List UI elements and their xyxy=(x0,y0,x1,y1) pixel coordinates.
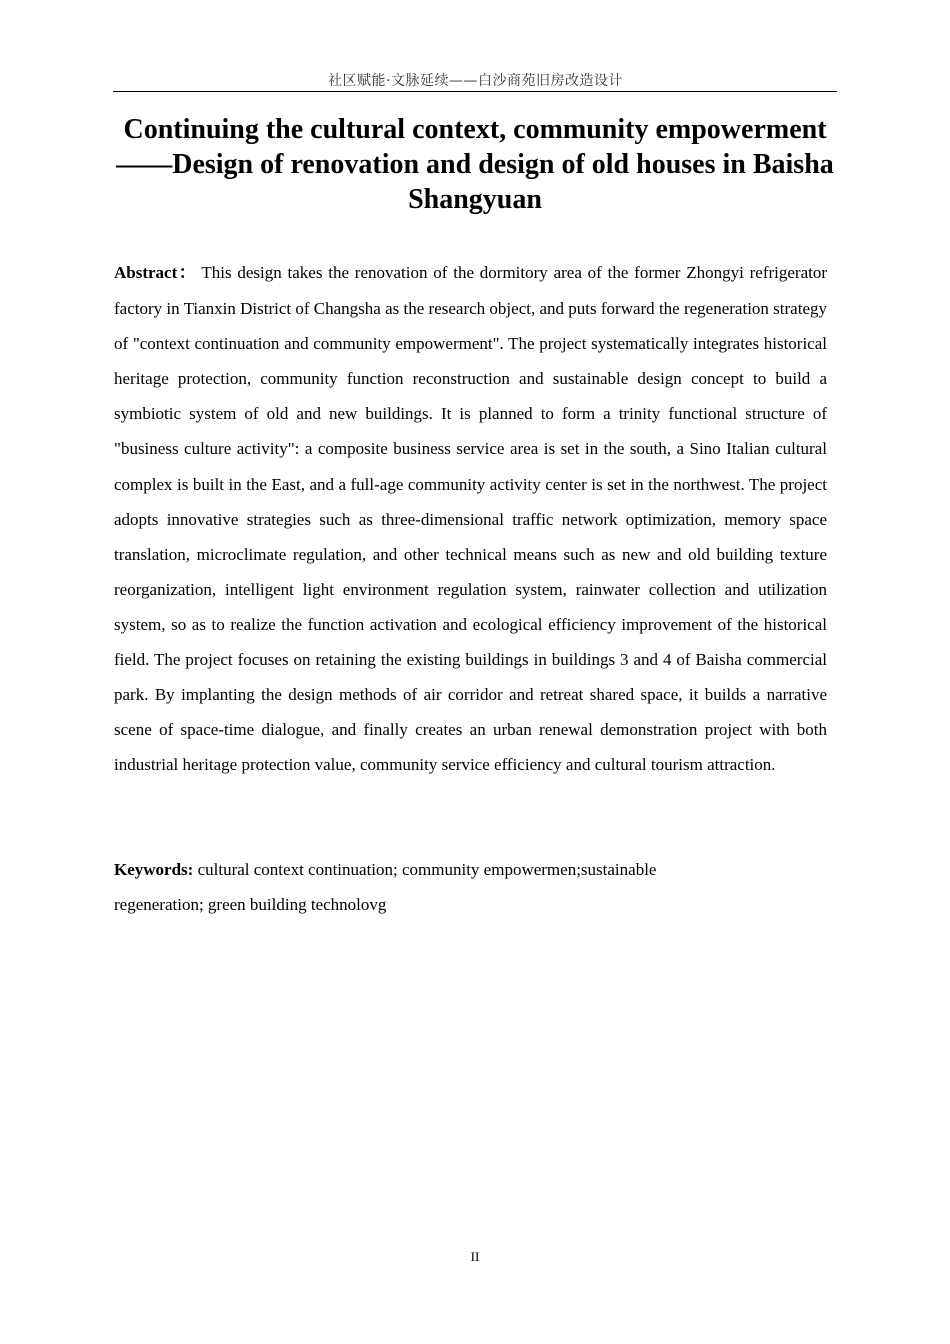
abstract-label: Abstract xyxy=(114,263,178,282)
keywords-line-1 xyxy=(114,852,827,887)
abstract-paragraph xyxy=(114,255,827,782)
page-number: II xyxy=(470,1249,480,1264)
header-rule xyxy=(113,91,837,92)
abstract-text: This design takes the renovation of the dormitory area of the former Zhongyi refrigerator factory in Tianxin District of Changsha as the research object, and puts forward the regeneration strategy of "context continuation and community empowerment". The project systematically integrates historical heritage protection, community function reconstruction and sustainable design concept to build a symbiotic system of old and new buildings. It is planned to form a trinity functional structure of "business culture activity": a composite business service area is set in the south, a Sino Italian cultural complex is built in the East, and a full-age community activity center is set in the northwest. The project adopts innovative strategies such as three-dimensional traffic network optimization, memory space translation, microclimate regulation, and other technical means such as new and old building texture reorganization, intelligent light environment regulation system, rainwater collection and utilization system, so as to realize the function activation and ecological efficiency improvement of the historical field. The project focuses on retaining the existing buildings in buildings 3 and 4 of Baisha commercial park. By implanting the design methods of air corridor and retreat shared space, it builds a narrative scene of space-time dialogue, and finally creates an urban renewal demonstration project with both industrial heritage protection value, community service efficiency and cultural tourism attraction. xyxy=(114,263,827,775)
abstract-colon: ： xyxy=(177,263,198,283)
keywords-line-2 xyxy=(114,887,827,922)
paper-title: Continuing the cultural context, community empowerment——Design of renovation and design of old houses in Baisha Shangyuan xyxy=(116,114,834,215)
keywords-text-2: regeneration; green building technolovg xyxy=(114,895,387,914)
keywords-block xyxy=(114,852,827,922)
keywords-label: Keywords: xyxy=(114,860,194,879)
keywords-text-1: cultural context continuation; community empowermen;sustainable xyxy=(197,860,657,879)
running-header: 社区赋能·文脉延续——白沙商苑旧房改造设计 xyxy=(328,73,623,89)
